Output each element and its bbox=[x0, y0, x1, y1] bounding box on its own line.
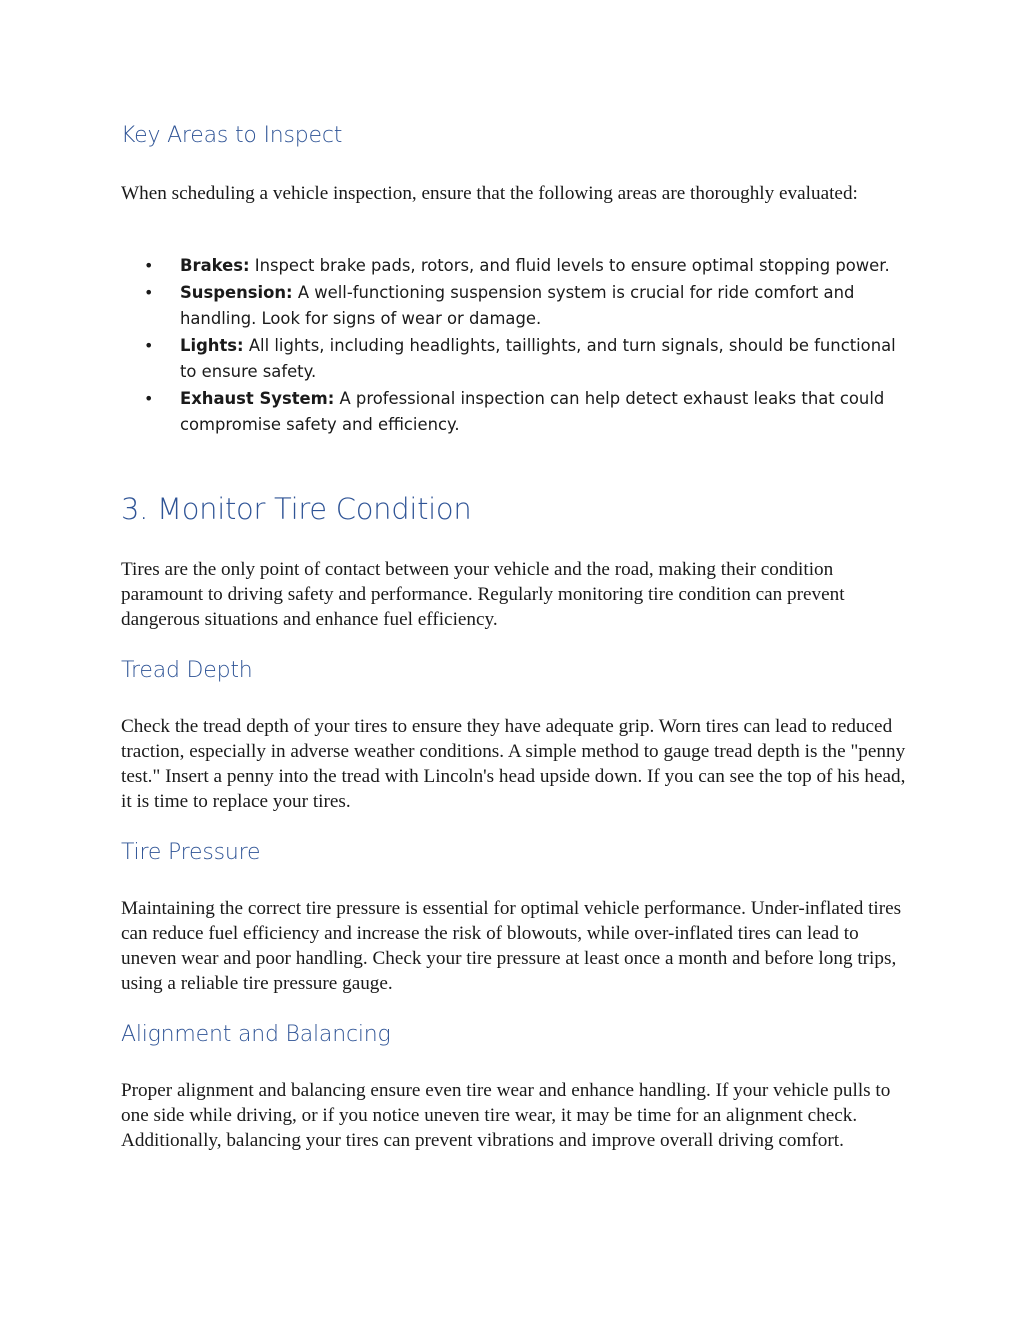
heading-tire-pressure: Tire Pressure bbox=[121, 840, 261, 865]
list-item-text: Inspect brake pads, rotors, and fluid levels to ensure optimal stopping power. bbox=[249, 256, 890, 275]
paragraph-key-areas-intro: When scheduling a vehicle inspection, ensure that the following areas are thoroughly evaluated: bbox=[121, 183, 858, 204]
paragraph-tire-pressure: Maintaining the correct tire pressure is essential for optimal vehicle performance. Under-inflated tires can reduce fuel efficiency and increase the risk of blowouts, while over-inflated tires can lead to uneven wear and poor handling. Check your tire pressure at least once a month and before long trips, using a reliable tire pressure gauge. bbox=[121, 898, 902, 994]
list-item-text: All lights, including headlights, taillights, and turn signals, should be functional to ensure safety. bbox=[180, 335, 896, 381]
list-item-text: A professional inspection can help detect exhaust leaks that could compromise safety and efficiency. bbox=[180, 388, 885, 434]
list-item-term: Lights: bbox=[180, 335, 244, 355]
list-item-suspension bbox=[121, 280, 901, 333]
list-item-term: Suspension: bbox=[180, 282, 293, 302]
list-item-exhaust-system bbox=[121, 386, 901, 439]
heading-monitor-tire-condition: 3. Monitor Tire Condition bbox=[121, 492, 472, 526]
paragraph-alignment-balancing: Proper alignment and balancing ensure even tire wear and enhance handling. If your vehicle pulls to one side while driving, or if you notice uneven tire wear, it may be time for an alignment check. Additionally, balancing your tires can prevent vibrations and improve overall driving comfort. bbox=[121, 1080, 891, 1151]
heading-key-areas: Key Areas to Inspect bbox=[121, 123, 343, 148]
list-item-term: Exhaust System: bbox=[180, 388, 335, 408]
list-item-brakes bbox=[121, 253, 901, 280]
paragraph-monitor-tire-condition: Tires are the only point of contact between your vehicle and the road, making their condition paramount to driving safety and performance. Regularly monitoring tire condition can prevent dangerous situations and enhance fuel efficiency. bbox=[121, 559, 845, 630]
list-item-term: Brakes: bbox=[180, 256, 250, 275]
heading-tread-depth: Tread Depth bbox=[121, 658, 253, 683]
list-item-text: A well-functioning suspension system is crucial for ride comfort and handling. Look for signs of wear or damage. bbox=[180, 282, 855, 328]
inspection-areas-list bbox=[121, 253, 901, 439]
paragraph-tread-depth: Check the tread depth of your tires to ensure they have adequate grip. Worn tires can lead to reduced traction, especially in adverse weather conditions. A simple method to gauge tread depth is the "penny test." Insert a penny into the tread with Lincoln's head upside down. If you can see the top of his head, it is time to replace your tires. bbox=[121, 716, 906, 812]
heading-alignment-balancing: Alignment and Balancing bbox=[121, 1022, 391, 1047]
list-item-lights bbox=[121, 333, 901, 386]
